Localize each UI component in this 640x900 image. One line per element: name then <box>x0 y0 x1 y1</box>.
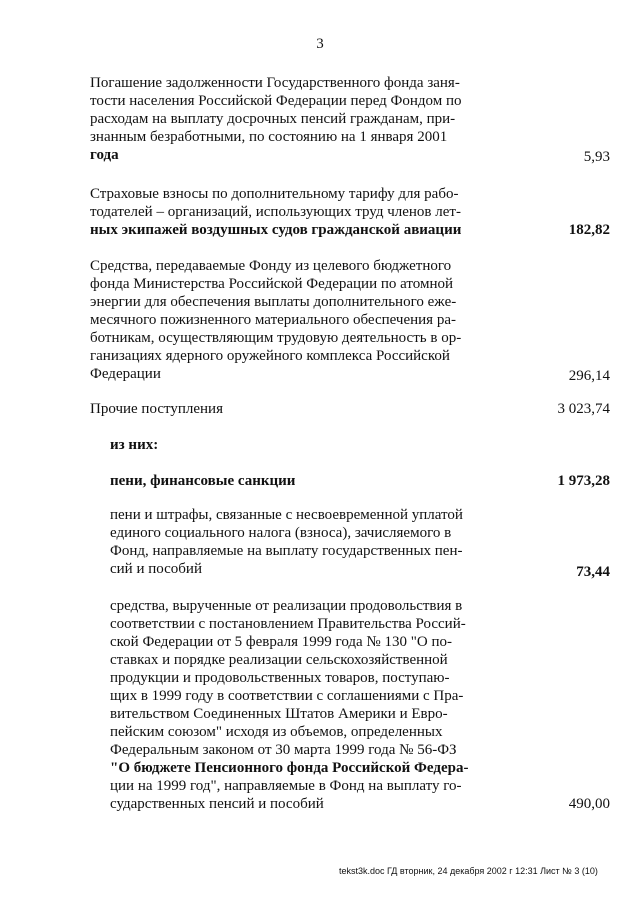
page-number: 3 <box>316 36 324 52</box>
entry-text-line: щих в 1999 году в соответствии с соглашениями с Пра- <box>110 688 464 704</box>
entry-text-line: сударственных пенсий и пособий <box>110 796 324 812</box>
entry-text-line: Прочие поступления <box>90 401 223 417</box>
entry-text-line: ставках и порядке реализации сельскохозяйственной <box>110 652 448 668</box>
entry-text-line: энергии для обеспечения выплаты дополнительного ежe- <box>90 294 457 310</box>
entry-text-line: средства, вырученные от реализации продовольствия в <box>110 598 463 614</box>
subheading-of-which: из них: <box>110 437 159 453</box>
entry-text-line: ных экипажей воздушных судов гражданской авиации <box>90 222 462 238</box>
entry-text-line: пени, финансовые санкции <box>110 473 296 489</box>
entry-amount: 296,14 <box>568 368 610 384</box>
entry-text-line: ции на 1999 год", направляемые в Фонд на выплату го- <box>110 778 462 794</box>
entry-text-line: ботникам, осуществляющим трудовую деятельность в ор- <box>90 330 462 346</box>
entry-text-line: пени и штрафы, связанные с несвоевременной уплатой <box>110 507 463 523</box>
entry-text-line: единого социального налога (взноса), зачисляемого в <box>110 525 452 541</box>
entry-text-line: Страховые взносы по дополнительному тарифу для рабо- <box>90 186 459 202</box>
entry-text-line: вительством Соединенных Штатов Америки и Евро- <box>110 706 448 722</box>
entry-text-line: года <box>90 147 119 163</box>
entry-amount: 182,82 <box>568 222 610 238</box>
entry-text-line: тости населения Российской Федерации перед Фондом по <box>90 93 462 109</box>
entry-text-line: ганизациях ядерного оружейного комплекса Российской <box>90 348 450 364</box>
entry-text-line: продукции и продовольственных товаров, поступаю- <box>110 670 450 686</box>
entry-text-line: Федеральным законом от 30 марта 1999 года № 56-ФЗ <box>110 742 457 758</box>
entry-amount: 3 023,74 <box>557 401 610 417</box>
entry-text-line: знанным безработными, по состоянию на 1 января 2001 <box>90 129 448 145</box>
entry-text-line: расходам на выплату досрочных пенсий гражданам, при- <box>90 111 456 127</box>
entry-text-line: ской Федерации от 5 февраля 1999 года № 130 "О по- <box>110 634 452 650</box>
entry-text-line: пейским союзом" исходя из объемов, определенных <box>110 724 443 740</box>
entry-amount: 5,93 <box>583 149 610 165</box>
entry-text-line: месячного пожизненного материального обеспечения ра- <box>90 312 456 328</box>
entry-text-line: фонда Министерства Российской Федерации по атомной <box>90 276 454 292</box>
entry-text-line: соответствии с постановлением Правительства Россий- <box>110 616 466 632</box>
entry-text-line: Погашение задолженности Государственного фонда заня- <box>90 75 460 91</box>
entry-text-line: Фонд, направляемые на выплату государственных пен- <box>110 543 463 559</box>
entry-text-line: Федерации <box>90 366 161 382</box>
entry-text-line: "О бюджете Пенсионного фонда Российской Федера- <box>110 760 469 776</box>
entry-amount: 73,44 <box>576 564 610 580</box>
entry-text-line: сий и пособий <box>110 561 202 577</box>
entry-text-line: тодателей – организаций, использующих труд членов лет- <box>90 204 461 220</box>
entry-amount: 1 973,28 <box>557 473 610 489</box>
entry-text-line: Средства, передаваемые Фонду из целевого бюджетного <box>90 258 452 274</box>
footer-file-info: tekst3k.doc ГД вторник, 24 декабря 2002 г 12:31 Лист № 3 (10) <box>339 866 598 876</box>
entry-amount: 490,00 <box>568 796 610 812</box>
